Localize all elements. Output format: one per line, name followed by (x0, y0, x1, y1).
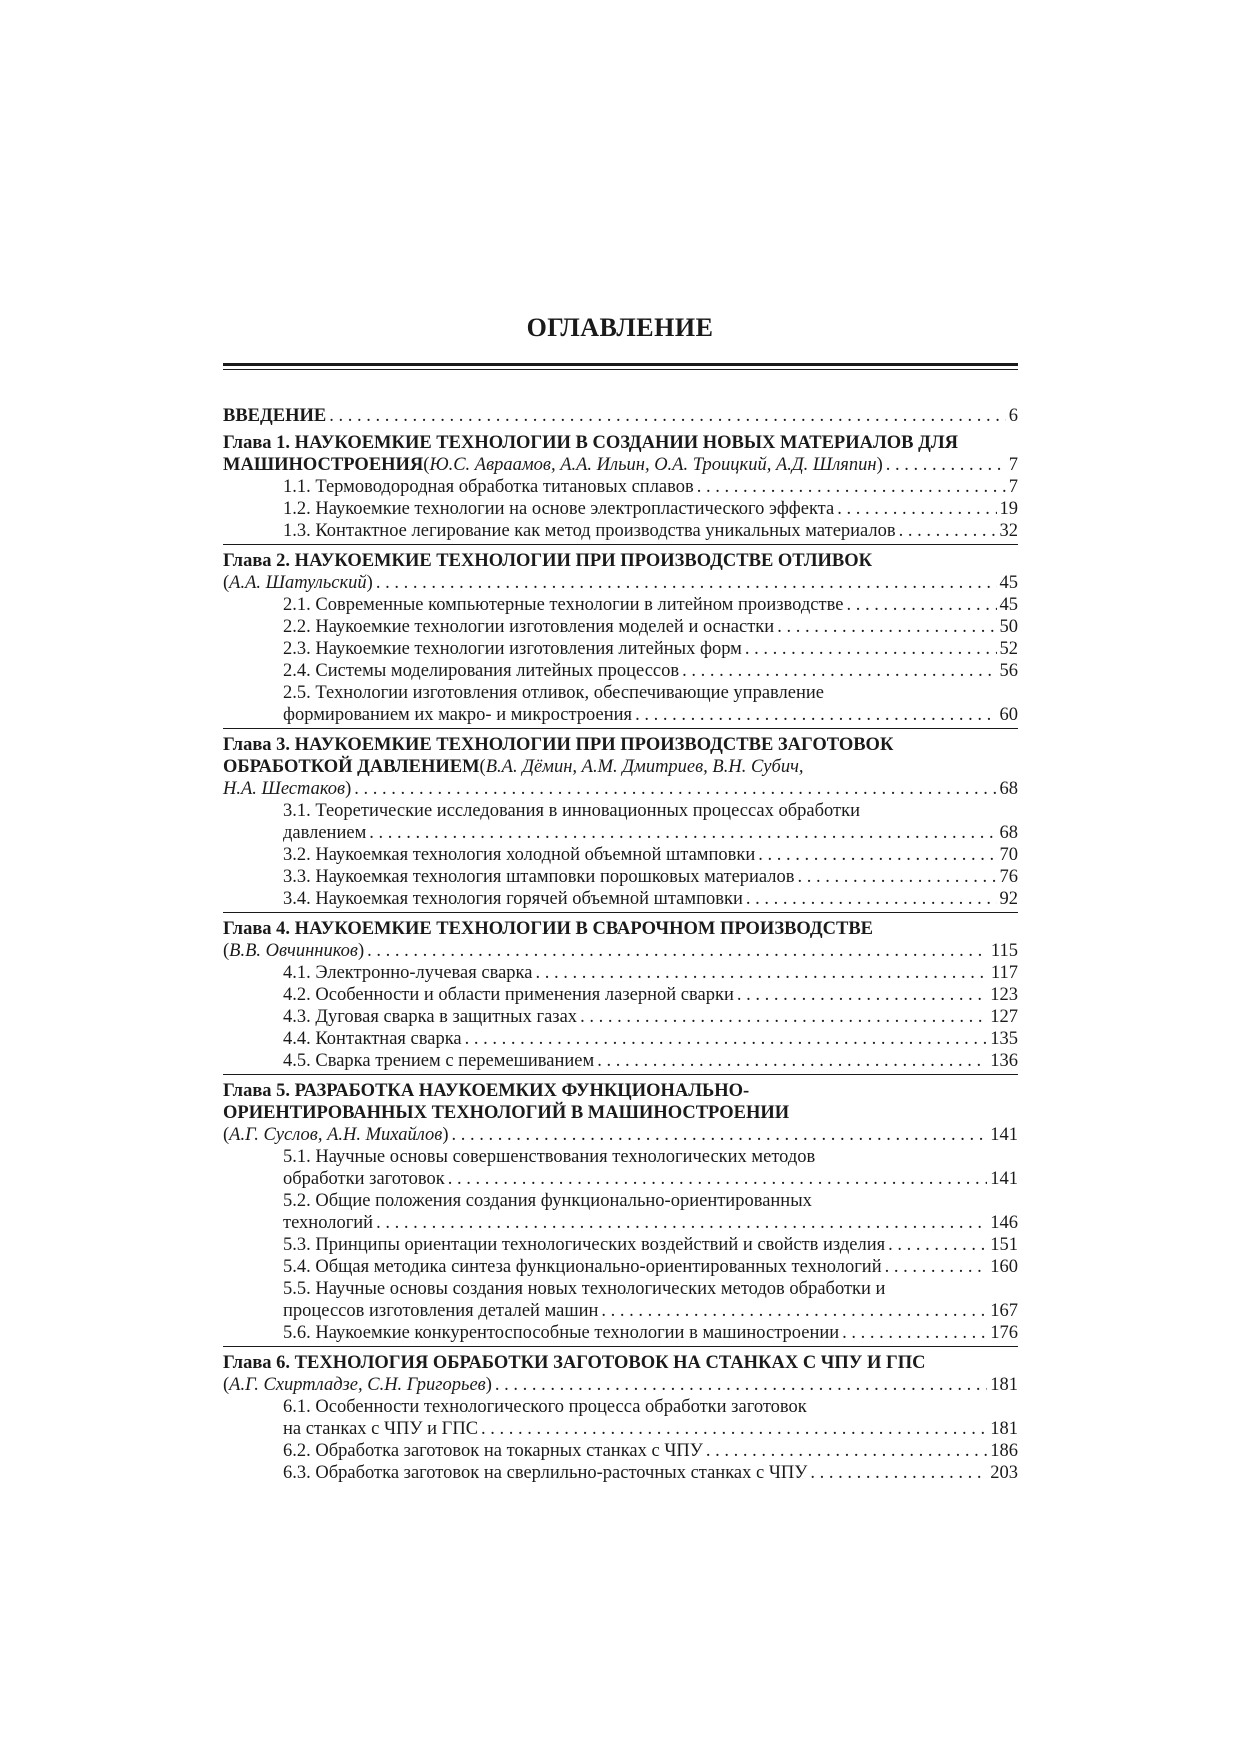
section-entry[interactable] (223, 888, 1018, 910)
dot-leader (886, 454, 1006, 476)
page-number: 176 (990, 1323, 1018, 1343)
page-number: 127 (990, 1007, 1018, 1027)
page-number: 123 (990, 985, 1018, 1005)
chapter-heading-line[interactable] (223, 550, 1018, 572)
dot-leader (495, 1374, 987, 1396)
chapter-heading-line[interactable] (223, 572, 1018, 594)
chapter-authors: В.В. Овчинников (229, 941, 358, 961)
section-title: 5.6. Наукоемкие конкурентоспособные технологии в машиностроении (283, 1323, 840, 1343)
section-title: на станках с ЧПУ и ГПС (283, 1419, 479, 1439)
section-entry[interactable] (223, 660, 1018, 682)
dot-leader (448, 1168, 988, 1190)
page-number: 68 (999, 779, 1018, 799)
chapter-title-text: Глава 3. НАУКОЕМКИЕ ТЕХНОЛОГИИ ПРИ ПРОИЗВОДСТВЕ ЗАГОТОВОК (223, 735, 894, 755)
page-number: 7 (1008, 477, 1018, 497)
section-entry[interactable] (223, 520, 1018, 542)
page-number: 45 (999, 595, 1018, 615)
chapter-block-1 (223, 432, 1018, 545)
chapter-heading-line[interactable] (223, 1124, 1018, 1146)
punctuation: ) (442, 1125, 449, 1145)
chapter-heading-line[interactable] (223, 756, 1018, 778)
section-title: 1.3. Контактное легирование как метод производства уникальных материалов (283, 521, 896, 541)
dot-leader (885, 1256, 988, 1278)
chapter-title-text: Глава 1. НАУКОЕМКИЕ ТЕХНОЛОГИИ В СОЗДАНИИ НОВЫХ МАТЕРИАЛОВ ДЛЯ (223, 433, 958, 453)
section-entry[interactable] (223, 1146, 1018, 1168)
section-title: технологий (283, 1213, 374, 1233)
toc-entry-introduction[interactable] (223, 405, 1018, 427)
chapter-title-text: Глава 6. ТЕХНОЛОГИЯ ОБРАБОТКИ ЗАГОТОВОК НА СТАНКАХ С ЧПУ И ГПС (223, 1353, 926, 1373)
section-entry[interactable] (223, 1028, 1018, 1050)
section-title: 5.1. Научные основы совершенствования технологических методов (283, 1147, 816, 1167)
section-entry[interactable] (223, 962, 1018, 984)
section-entry[interactable] (223, 844, 1018, 866)
section-title: 5.3. Принципы ориентации технологических воздействий и свойств изделия (283, 1235, 886, 1255)
section-entry[interactable] (223, 1300, 1018, 1322)
punctuation: ( (479, 757, 486, 777)
section-title: 1.1. Термоводородная обработка титановых сплавов (283, 477, 694, 497)
dot-leader (465, 1028, 988, 1050)
page-number: 92 (999, 889, 1018, 909)
page-number: 70 (999, 845, 1018, 865)
chapter-authors: А.Г. Суслов, А.Н. Михайлов (229, 1125, 443, 1145)
page-number: 141 (990, 1125, 1018, 1145)
punctuation: ) (876, 455, 883, 475)
intro-label: ВВЕДЕНИЕ (223, 406, 327, 426)
page-number: 68 (999, 823, 1018, 843)
chapter-block-4 (223, 918, 1018, 1075)
page-number: 186 (990, 1441, 1018, 1461)
page-number: 160 (990, 1257, 1018, 1277)
page-number: 32 (999, 521, 1018, 541)
chapter-authors: А.Г. Схиртладзе, С.Н. Григорьев (229, 1375, 486, 1395)
chapter-title-text: Глава 5. РАЗРАБОТКА НАУКОЕМКИХ ФУНКЦИОНАЛЬНО- (223, 1081, 750, 1101)
section-entry[interactable] (223, 1396, 1018, 1418)
section-title: давлением (283, 823, 367, 843)
page-number: 45 (999, 573, 1018, 593)
toc-line (223, 405, 1018, 427)
chapter-heading-line[interactable] (223, 432, 1018, 454)
page-number: 117 (990, 963, 1018, 983)
dot-leader (837, 498, 996, 520)
section-title: 3.4. Наукоемкая технология горячей объемной штамповки (283, 889, 743, 909)
chapter-authors: Н.А. Шестаков (223, 779, 346, 799)
page-number: 167 (990, 1301, 1018, 1321)
page-number: 60 (999, 705, 1018, 725)
dot-leader (367, 940, 988, 962)
dot-leader (888, 1234, 987, 1256)
dot-leader (376, 1212, 987, 1234)
page-number: 52 (999, 639, 1018, 659)
section-title: 4.3. Дуговая сварка в защитных газах (283, 1007, 578, 1027)
dot-leader (810, 1462, 987, 1484)
section-entry[interactable] (223, 498, 1018, 520)
section-title: 4.4. Контактная сварка (283, 1029, 462, 1049)
chapter-authors: А.А. Шатульский (229, 573, 367, 593)
section-title: 6.3. Обработка заготовок на сверлильно-расточных станках с ЧПУ (283, 1463, 808, 1483)
chapter-title-text: МАШИНОСТРОЕНИЯ (223, 455, 424, 475)
chapter-title-text: ОБРАБОТКОЙ ДАВЛЕНИЕМ (223, 757, 480, 777)
dot-leader (329, 405, 1006, 427)
chapter-heading-line[interactable] (223, 1352, 1018, 1374)
dot-leader (746, 888, 997, 910)
section-title: 2.2. Наукоемкие технологии изготовления моделей и оснастки (283, 617, 775, 637)
section-title: 2.5. Технологии изготовления отливок, обеспечивающие управление (283, 683, 824, 703)
dot-leader (451, 1124, 987, 1146)
page-number: 7 (1008, 455, 1018, 475)
page-title: ОГЛАВЛЕНИЕ (526, 313, 714, 342)
chapter-block-5 (223, 1080, 1018, 1347)
dot-leader (354, 778, 996, 800)
section-entry[interactable] (223, 1050, 1018, 1072)
chapter-heading-line[interactable] (223, 734, 1018, 756)
section-entry[interactable] (223, 682, 1018, 704)
chapter-block-2 (223, 550, 1018, 729)
section-entry[interactable] (223, 1278, 1018, 1300)
section-title: 2.3. Наукоемкие технологии изготовления литейных форм (283, 639, 742, 659)
chapter-authors: Ю.С. Авраамов, А.А. Ильин, О.А. Троицкий, А.Д. Шляпин (429, 455, 877, 475)
dot-leader (376, 572, 997, 594)
page-number: 141 (990, 1169, 1018, 1189)
section-entry[interactable] (223, 1256, 1018, 1278)
chapter-title-text: Глава 2. НАУКОЕМКИЕ ТЕХНОЛОГИИ ПРИ ПРОИЗВОДСТВЕ ОТЛИВОК (223, 551, 873, 571)
chapter-title-text: ОРИЕНТИРОВАННЫХ ТЕХНОЛОГИЙ В МАШИНОСТРОЕНИИ (223, 1103, 790, 1123)
dot-leader (758, 844, 996, 866)
page-number: 6 (1008, 406, 1018, 426)
section-entry[interactable] (223, 638, 1018, 660)
section-title: 5.2. Общие положения создания функционально-ориентированных (283, 1191, 812, 1211)
section-entry[interactable] (223, 1006, 1018, 1028)
section-entry[interactable] (223, 822, 1018, 844)
chapter-heading-line[interactable] (223, 454, 1018, 476)
table-of-contents (223, 405, 1018, 1491)
section-entry[interactable] (223, 866, 1018, 888)
section-title: 4.5. Сварка трением с перемешиванием (283, 1051, 595, 1071)
chapter-block-6 (223, 1352, 1018, 1486)
section-entry[interactable] (223, 1234, 1018, 1256)
chapter-title-text: Глава 4. НАУКОЕМКИЕ ТЕХНОЛОГИИ В СВАРОЧНОМ ПРОИЗВОДСТВЕ (223, 919, 874, 939)
chapter-heading-line[interactable] (223, 918, 1018, 940)
dot-leader (635, 704, 996, 726)
title-rule-thin (223, 369, 1018, 370)
section-title: 5.5. Научные основы создания новых технологических методов обработки и (283, 1279, 886, 1299)
section-title: процессов изготовления деталей машин (283, 1301, 599, 1321)
punctuation: ( (223, 941, 230, 961)
page-number: 181 (990, 1419, 1018, 1439)
section-title: обработки заготовок (283, 1169, 445, 1189)
section-title: 4.2. Особенности и области применения лазерной сварки (283, 985, 734, 1005)
section-entry[interactable] (223, 1212, 1018, 1234)
section-entry[interactable] (223, 984, 1018, 1006)
section-entry[interactable] (223, 476, 1018, 498)
section-title: 2.4. Системы моделирования литейных процессов (283, 661, 680, 681)
dot-leader (697, 476, 1006, 498)
page-number: 135 (990, 1029, 1018, 1049)
punctuation: ) (345, 779, 352, 799)
punctuation: ( (223, 1375, 230, 1395)
chapter-heading-line[interactable] (223, 940, 1018, 962)
section-entry[interactable] (223, 1440, 1018, 1462)
section-entry[interactable] (223, 800, 1018, 822)
page-number: 181 (990, 1375, 1018, 1395)
dot-leader (798, 866, 997, 888)
dot-leader (601, 1300, 987, 1322)
dot-leader (481, 1418, 987, 1440)
section-title: 3.3. Наукоемкая технология штамповки порошковых материалов (283, 867, 795, 887)
page-number: 50 (999, 617, 1018, 637)
section-title: 6.1. Особенности технологического процесса обработки заготовок (283, 1397, 807, 1417)
page-number: 146 (990, 1213, 1018, 1233)
section-title: 1.2. Наукоемкие технологии на основе электропластического эффекта (283, 499, 835, 519)
section-entry[interactable] (223, 1190, 1018, 1212)
dot-leader (737, 984, 987, 1006)
section-title: 4.1. Электронно-лучевая сварка (283, 963, 533, 983)
punctuation: ) (357, 941, 365, 961)
dot-leader (745, 638, 997, 660)
dot-leader (899, 520, 997, 542)
dot-leader (580, 1006, 987, 1028)
page-number: 136 (990, 1051, 1018, 1071)
dot-leader (682, 660, 996, 682)
section-title: 2.1. Современные компьютерные технологии в литейном производстве (283, 595, 844, 615)
dot-leader (777, 616, 996, 638)
punctuation: ( (423, 455, 430, 475)
section-title: 3.2. Наукоемкая технология холодной объемной штамповки (283, 845, 756, 865)
section-entry[interactable] (223, 1418, 1018, 1440)
section-entry[interactable] (223, 1168, 1018, 1190)
page-number: 76 (999, 867, 1018, 887)
dot-leader (846, 594, 996, 616)
chapter-heading-line[interactable] (223, 1080, 1018, 1102)
page-number: 203 (990, 1463, 1018, 1483)
section-entry[interactable] (223, 1322, 1018, 1344)
dot-leader (706, 1440, 987, 1462)
page-number: 151 (990, 1235, 1018, 1255)
chapter-heading-line[interactable] (223, 1374, 1018, 1396)
section-title: 6.2. Обработка заготовок на токарных станках с ЧПУ (283, 1441, 703, 1461)
title-rule-thick (223, 363, 1018, 366)
dot-leader (597, 1050, 987, 1072)
chapter-authors: В.А. Дёмин, А.М. Дмитриев, В.Н. Субич, (485, 757, 804, 777)
page-number: 115 (990, 941, 1018, 961)
chapter-heading-line[interactable] (223, 1102, 1018, 1124)
section-entry[interactable] (223, 594, 1018, 616)
page-number: 56 (999, 661, 1018, 681)
punctuation: ( (223, 1125, 230, 1145)
punctuation: ) (485, 1375, 492, 1395)
section-title: 5.4. Общая методика синтеза функционально-ориентированных технологий (283, 1257, 882, 1277)
punctuation: ) (366, 573, 373, 593)
chapter-heading-line[interactable] (223, 778, 1018, 800)
dot-leader (535, 962, 987, 984)
chapter-list (223, 432, 1018, 1486)
punctuation: ( (223, 573, 230, 593)
section-entry[interactable] (223, 1462, 1018, 1484)
section-entry[interactable] (223, 704, 1018, 726)
section-entry[interactable] (223, 616, 1018, 638)
page-number: 19 (999, 499, 1018, 519)
dot-leader (369, 822, 996, 844)
section-title: 3.1. Теоретические исследования в инновационных процессах обработки (283, 801, 861, 821)
dot-leader (842, 1322, 987, 1344)
section-title: формированием их макро- и микростроения (283, 705, 633, 725)
chapter-block-3 (223, 734, 1018, 913)
